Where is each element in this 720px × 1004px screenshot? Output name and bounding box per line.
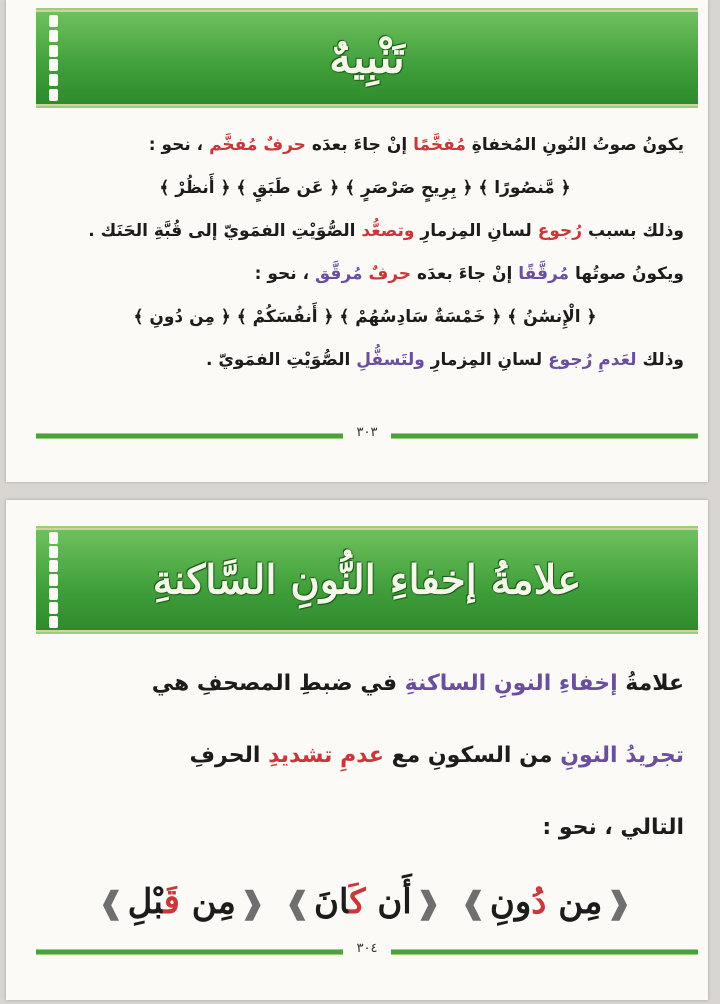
text-run: يكونُ صوتُ النُونِ المُخفاةِ [465,135,684,155]
page-number: ٣٠٣ [356,425,378,440]
page-title: تَنْبِيهٌ [329,32,405,84]
text-run: إنْ جاءَ بعدَه [411,264,519,284]
text-run: من السكونِ مع [383,743,561,768]
example-hidden-letter: قَ [163,882,180,922]
emphasis-text: رُجوع [548,350,593,370]
text-run: ، نحو : [148,135,210,155]
ornament-open-icon: ❰ [415,886,441,921]
text-run: في ضبطِ المصحفِ هي [151,671,405,696]
emphasis-text: رُجوع [537,221,583,241]
text-line [46,253,684,296]
text-line [46,124,684,167]
title-banner [36,10,698,106]
ornament-close-icon: ❱ [284,886,310,921]
emphasis-text: حرفٌ مُفخَّم [209,135,306,155]
example-text: ونِ [489,882,532,922]
title-banner [36,528,698,632]
text-run: وذلك [636,350,684,370]
emphasis-text: حرفٌ [368,264,412,284]
page-footer [36,941,698,958]
example-hidden-letter: دُ [531,882,547,922]
text-run: وذلك بسبب [582,221,684,241]
text-line [46,724,684,796]
text-run: ، نحو : [254,264,315,284]
example-text: بْلِ [127,882,164,922]
page-body [46,124,684,382]
emphasis-text: عدمِ [340,743,384,768]
text-run: لسانِ المِزمارِ [414,221,538,241]
emphasis-text: مُرقَّقًا [518,264,570,284]
text-line [46,652,684,724]
text-run: الحرفِ [189,743,269,768]
example-text: مِن [179,882,236,922]
quran-examples: ﴿ مَّنصُورًا ﴾ ﴿ بِرِيحٍ صَرْصَرٍ ﴾ ﴿ عَن طَبَقٍ ﴾ ﴿ أَنظُرْ ﴾ [159,178,571,198]
example-hidden-letter: كَ [349,882,366,922]
emphasis-text: مُرقَّق [314,264,363,284]
text-line [46,210,684,253]
emphasis-text: تجريدُ النونِ [560,743,684,768]
ornament-open-icon: ❰ [239,886,265,921]
emphasis-text: ولتَسفُّلِ [356,350,425,370]
emphasis-text: إخفاءِ النونِ الساكنةِ [404,671,618,696]
emphasis-text: لعَدمِ [598,350,637,370]
example-text: أَن [365,882,412,922]
emphasis-text: تشديدِ [268,743,333,768]
ornament-open-icon: ❰ [606,886,632,921]
ornament-close-icon: ❱ [98,886,124,921]
page-303 [6,0,708,482]
example-text: انَ [313,882,350,922]
emphasis-text: وتصعُّد [361,221,415,241]
text-run: الصُّوَيْتِ الفمَويّ . [205,350,357,370]
page-body [46,652,684,952]
emphasis-text: مُفخَّمًا [413,135,466,155]
page-number: ٣٠٤ [356,941,378,956]
text-line [46,339,684,382]
text-run: الصُّوَيْتِ الفمَويّ إلى قُبَّةِ الحَنَك . [88,221,362,241]
text-run: إنْ جاءَ بعدَه [305,135,414,155]
page-title: علامةُ إخفاءِ النُّونِ السَّاكنةِ [152,556,582,604]
ornament-close-icon: ❱ [460,886,486,921]
page-304 [6,500,708,1000]
quran-examples [46,872,684,952]
quran-examples: ﴿ الْإِنسَٰنُ ﴾ ﴿ خَمْسَةٌ سَادِسُهُمْ ﴾ ﴿ أَنفُسَكُمْ ﴾ ﴿ مِن دُونِ ﴾ [133,307,597,327]
text-run: ويكونُ صوتُها [569,264,684,284]
example-text: مِن [546,882,603,922]
text-run: علامةُ [617,671,684,696]
page-footer [36,425,698,442]
text-run: لسانِ المِزمارِ [424,350,549,370]
text-run [332,743,340,768]
text-line: التالي ، نحو : [542,815,684,840]
